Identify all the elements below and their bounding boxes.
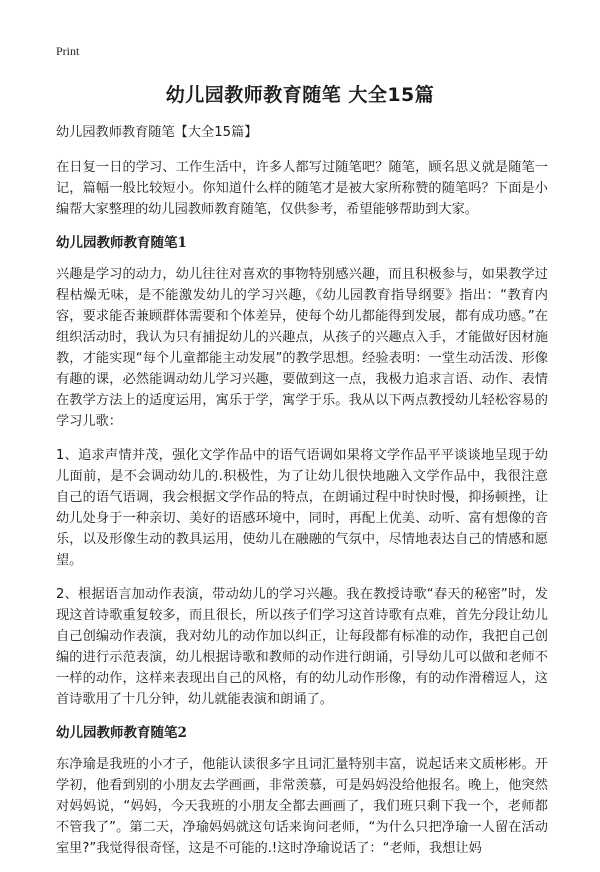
document-body (56, 122, 548, 872)
document-subtitle: 幼儿园教师教育随笔【大全15篇】 (56, 125, 258, 140)
section-1 (56, 233, 548, 710)
section-paragraph: 2、根据语言加动作表演，带动幼儿的学习兴趣。我在教授诗歌“春天的秘密”时，发现这首诗歌重复较多，而且很长，所以孩子们学习这首诗歌有点难，首先分段让幼儿自己创编动作表演，我对幼儿的动作加以纠正，让每段都有标准的动作，我把自己创编的进行示范表演，幼儿根据诗歌和教师的动作进行朗诵，引导幼儿可以做和老师不一样的动作，这样来表现出自己的风格，有的幼儿动作形像，有的动作滑稽逗人，这首诗歌用了十几分钟，幼儿就能表演和朗诵了。 (56, 587, 548, 707)
page-title: 幼儿园教师教育随笔 大全15篇 (165, 84, 435, 106)
section-paragraph: 兴趣是学习的动力，幼儿往往对喜欢的事物特别感兴趣，而且积极参与，如果教学过程枯燥无味，是不能激发幼儿的学习兴趣，《幼儿园教育指导纲要》指出：“教育内容，要求能否兼顾群体需要和个体差异，使每个幼儿都能得到发展，都有成功感。”在组织活动时，我认为只有捕捉幼儿的兴趣点，从孩子的兴趣点入手，才能做好因材施教，才能实现“每个儿童都能主动发展”的教学思想。经验表明：一堂生动活泼、形像有趣的课，必然能调动幼儿学习兴趣，要做到这一点，我极力追求言语、动作、表情在教学方法上的适度运用，寓乐于学，寓学于乐。我从以下两点教授幼儿轻松容易的学习儿歌： (56, 267, 548, 429)
intro-paragraph: 在日复一日的学习、工作生活中，许多人都写过随笔吧？随笔，顾名思义就是随笔一记，篇幅一般比较短小。你知道什么样的随笔才是被大家所称赞的随笔吗？下面是小编帮大家整理的幼儿园教师教育随笔，仅供参考，希望能够帮助到大家。 (56, 160, 548, 217)
section-paragraph: 1、追求声情并茂，强化文学作品中的语气语调如果将文学作品平平谈谈地呈现于幼儿面前，是不会调动幼儿的.积极性，为了让幼儿很快地融入文学作品中，我很注意自己的语气语调，我会根据文学作品的特点，在朗诵过程中时快时慢，抑扬顿挫，让幼儿处身于一种亲切、美好的语感环境中，同时，再配上优美、动听、富有想像的音乐，以及形像生动的教具运用，使幼儿在融融的气氛中，尽情地表达自己的情感和愿望。 (56, 448, 548, 568)
print-link[interactable]: Print (56, 44, 80, 58)
section-heading: 幼儿园教师教育随笔1 (56, 235, 187, 251)
section-paragraph: 东净瑜是我班的小才子，他能认读很多字且词汇量特别丰富，说起话来文质彬彬。开学初，他看到别的小朋友去学画画，非常羡慕，可是妈妈没给他报名。晚上，他突然对妈妈说，“妈妈，今天我班的小朋友全都去画画了，我们班只剩下我一个，老师都不管我了”。第二天，净瑜妈妈就这句话来询问老师，“为什么只把净瑜一人留在活动室里?”我觉得很奇怪，这是不可能的.!这时净瑜说话了：“老师，我想让妈 (56, 757, 548, 856)
section-heading: 幼儿园教师教育随笔2 (56, 725, 187, 741)
section-2 (56, 723, 548, 859)
